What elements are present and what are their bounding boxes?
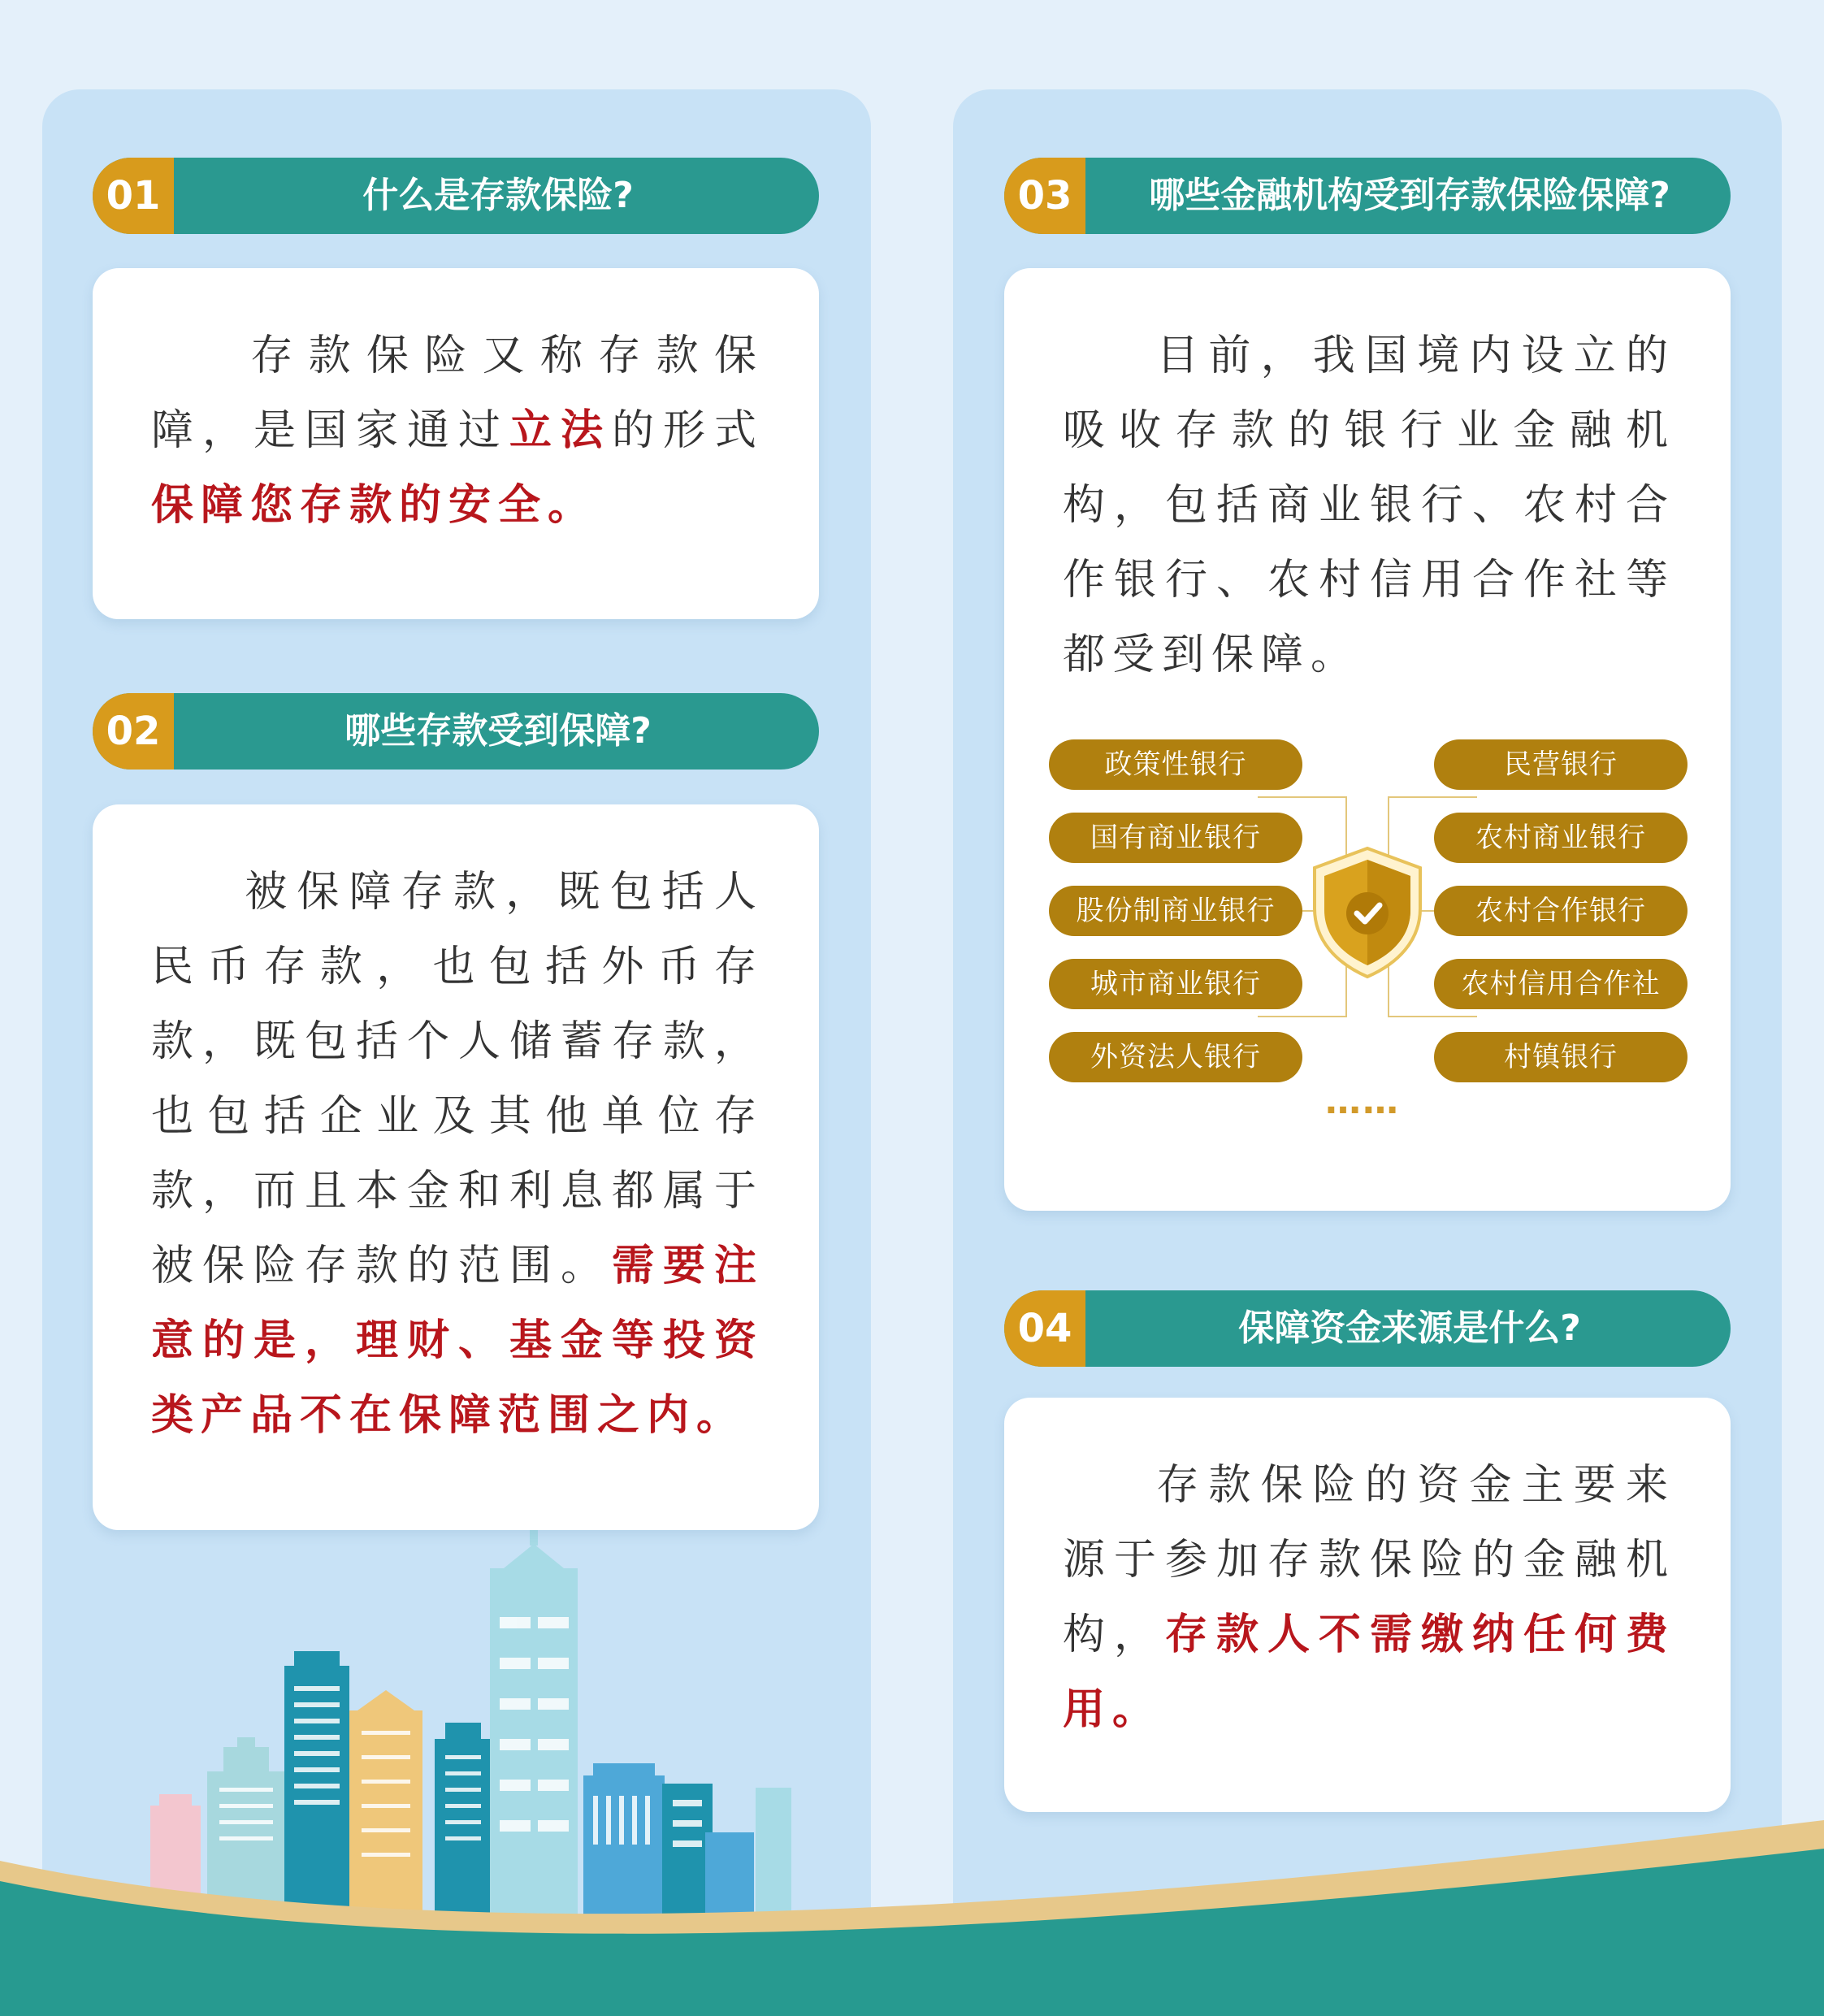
institution-right-5: 村镇银行 <box>1434 1032 1688 1082</box>
shield-check-icon <box>1306 843 1428 982</box>
section-04-text: 存款保险的资金主要来源于参加存款保险的金融机构，存款人不需缴纳任何费用。 <box>1063 1461 1675 1734</box>
section-01-header <box>93 158 819 234</box>
institution-right-1: 民营银行 <box>1434 739 1688 790</box>
institution-right-2: 农村商业银行 <box>1434 813 1688 863</box>
highlight-legislation: 立法 <box>509 406 612 455</box>
connector-right-1 <box>1388 796 1477 798</box>
section-02-header <box>93 693 819 770</box>
section-04-number: 04 <box>1004 1290 1085 1367</box>
institution-right-3: 农村合作银行 <box>1434 886 1688 936</box>
section-04-title: 保障资金来源是什么? <box>1238 1307 1581 1349</box>
buildings-group <box>150 1529 791 1960</box>
connector-left-5 <box>1258 1016 1347 1017</box>
section-03-card <box>1004 268 1731 1211</box>
section-01-title: 什么是存款保险? <box>362 175 634 216</box>
section-01-number: 01 <box>93 158 174 234</box>
section-03-title: 哪些金融机构受到存款保险保障? <box>1149 175 1670 216</box>
section-03-text: 目前，我国境内设立的吸收存款的银行业金融机构，包括商业银行、农村合作银行、农村信用合作社等都受到保障。 <box>1063 332 1675 679</box>
section-04-card <box>1004 1398 1731 1812</box>
section-01-text: 存款保险又称存款保障，是国家通过立法的形式保障您存款的安全。 <box>151 332 764 530</box>
connector-right-5 <box>1388 1016 1477 1017</box>
institution-left-2: 国有商业银行 <box>1049 813 1302 863</box>
more-ellipsis: …… <box>1325 1081 1400 1122</box>
section-03-header <box>1004 158 1731 234</box>
institution-left-1: 政策性银行 <box>1049 739 1302 790</box>
section-02-title: 哪些存款受到保障? <box>344 710 652 752</box>
section-02-text: 被保障存款，既包括人民币存款，也包括外币存款，既包括个人储蓄存款，也包括企业及其他单位存款，而且本金和利息都属于被保险存款的范围。需要注意的是，理财、基金等投资类产品不在保障范围之内。 <box>151 868 764 1440</box>
institution-left-3: 股份制商业银行 <box>1049 886 1302 936</box>
section-02-card <box>93 804 819 1530</box>
institution-left-5: 外资法人银行 <box>1049 1032 1302 1082</box>
highlight-protect-deposits: 保障您存款的安全。 <box>151 481 598 530</box>
connector-left-1 <box>1258 796 1347 798</box>
section-03-number: 03 <box>1004 158 1085 234</box>
section-02-number: 02 <box>93 693 174 770</box>
institution-left-4: 城市商业银行 <box>1049 959 1302 1009</box>
section-04-header <box>1004 1290 1731 1367</box>
highlight-no-fee: 存款人不需缴纳任何费用。 <box>1063 1611 1675 1734</box>
highlight-note: 需要注意的是，理财、基金等投资类产品不在保障范围之内。 <box>151 1242 764 1440</box>
section-01-card <box>93 268 819 619</box>
institution-right-4: 农村信用合作社 <box>1434 959 1688 1009</box>
